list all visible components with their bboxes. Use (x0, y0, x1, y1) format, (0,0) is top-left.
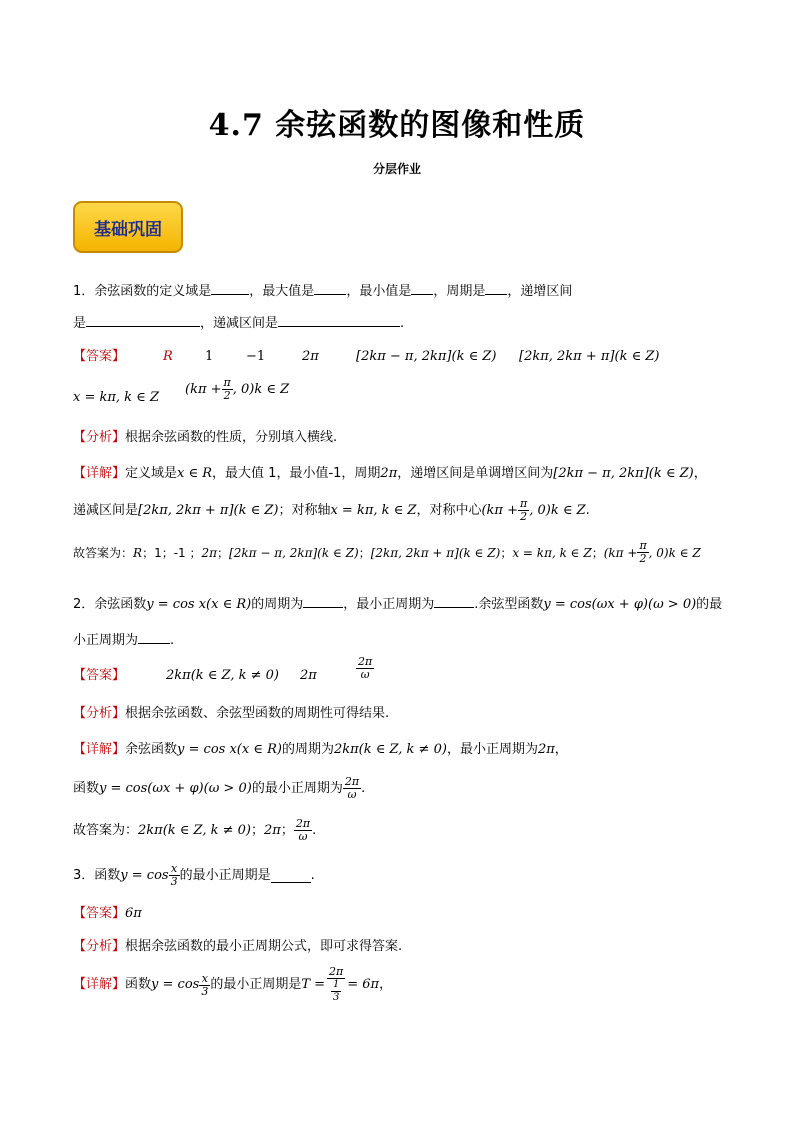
q1-detail-fraction: $\frac{\pi}{2}$ (520, 497, 528, 523)
q3-answer: 【答案】6π (73, 906, 142, 921)
q1-analysis: 【分析】根据余弦函数的性质，分别填入横线. (73, 430, 338, 445)
q3-detail-fraction: $\frac{x}{3}$ (201, 971, 209, 998)
q1-ans-period: 2π (302, 349, 319, 364)
q2-ans-period: 2kπ(k ∈ Z, k ≠ 0) (166, 668, 279, 683)
q2-stem-line1: 2．余弦函数y = cos x(x ∈ R)的周期为 ，最小正周期为 .余弦型函数y = cos(ωx + φ)(ω > 0)的最 (73, 594, 722, 614)
q2-blank-type-period[interactable] (138, 630, 170, 644)
q3-detail: 【详解】 函数 y = cos $\frac{x}{3}$ 的最小正周期是 T = $\frac{2\pi}{\frac{1}{3}}$ = 6π ， (73, 965, 393, 1003)
page-subtitle: 分层作业 (372, 162, 421, 176)
q2-detail-line1: 【详解】余弦函数y = cos x(x ∈ R)的周期为2kπ(k ∈ Z, k ≠ 0)，最小正周期为2π， (73, 742, 568, 757)
q2-blank-period[interactable] (303, 594, 343, 608)
section-badge: 基础巩固 (73, 201, 183, 253)
q1-ans-center: (kπ + $\frac{\pi}{2}$ , 0)k ∈ Z (185, 376, 290, 402)
q2-final-answer: 故答案为： 2kπ(k ∈ Z, k ≠ 0) ； 2π ； $\frac{2\pi}{\omega}$ . (73, 817, 317, 843)
q1-answer-label: 【答案】 (73, 349, 126, 364)
q1-center-fraction: $\frac{\pi}{2}$ (223, 376, 231, 402)
q1-final-fraction: $\frac{\pi}{2}$ (639, 539, 647, 565)
q1-ans-decrease: [2kπ, 2kπ + π](k ∈ Z) (519, 349, 660, 364)
q2-ans-min-period: 2π (300, 668, 317, 683)
q1-ans-min: −1 (246, 349, 266, 364)
q1-ans-domain: R (163, 349, 173, 364)
q3-period-fraction: $\frac{2\pi}{\frac{1}{3}}$ (329, 965, 344, 1003)
q1-ans-max: 1 (205, 349, 214, 364)
q2-stem-line2: 小正周期为 . (73, 630, 174, 650)
q3-stem: 3． 函数 y = cos $\frac{x}{3}$ 的最小正周期是 . (73, 862, 315, 888)
q1-blank-min[interactable] (411, 281, 433, 295)
q2-detail-line2: 函数 y = cos(ωx + φ)(ω > 0) 的最小正周期为 $\frac{2\pi}{\omega}$ . (73, 775, 366, 801)
q1-ans-increase: [2kπ − π, 2kπ](k ∈ Z) (356, 349, 497, 364)
q1-blank-increase[interactable] (86, 313, 200, 327)
q2-ans-fraction: $\frac{2\pi}{\omega}$ (358, 655, 373, 681)
q1-detail-line1: 【详解】定义域是x ∈ R，最大值 1，最小值-1，周期2π，递增区间是单调增区间为[2kπ − π, 2kπ](k ∈ Z)， (73, 466, 707, 481)
q1-ans-axis: x = kπ, k ∈ Z (73, 390, 159, 405)
q2-detail-fraction: $\frac{2\pi}{\omega}$ (344, 775, 360, 801)
q1-stem-line2: 是 ，递减区间是 . (73, 313, 404, 333)
q2-blank-min-period[interactable] (434, 594, 474, 608)
q1-blank-max[interactable] (314, 281, 346, 295)
q3-blank-period[interactable] (271, 869, 311, 883)
q1-blank-domain[interactable] (211, 281, 249, 295)
q1-blank-period[interactable] (485, 281, 507, 295)
q1-final-answer: 故答案为： R ；1；-1 ； 2π ； [2kπ − π, 2kπ](k ∈ Z) ； [2kπ, 2kπ + π](k ∈ Z) ； x = kπ, k ∈ Z ； (kπ + $\frac{\pi}{2}$ , 0)k ∈ Z (73, 539, 701, 565)
q1-detail-line2: 递减区间是 [2kπ, 2kπ + π](k ∈ Z) ；对称轴 x = kπ, k ∈ Z ，对称中心 (kπ + $\frac{\pi}{2}$ , 0)k ∈ Z . (73, 497, 590, 523)
q2-analysis: 【分析】根据余弦函数、余弦型函数的周期性可得结果. (73, 706, 390, 721)
q1-blank-decrease[interactable] (278, 313, 400, 327)
q2-final-fraction: $\frac{2\pi}{\omega}$ (295, 817, 311, 843)
page-title: 4.7 余弦函数的图像和性质 (208, 108, 586, 143)
q3-stem-fraction: $\frac{x}{3}$ (170, 862, 178, 888)
q1-stem-line1: 1．余弦函数的定义域是 ，最大值是 ，最小值是 ，周期是 ，递增区间 (73, 281, 572, 301)
q3-analysis: 【分析】根据余弦函数的最小正周期公式，即可求得答案. (73, 939, 403, 954)
q2-answer-label: 【答案】 (73, 668, 126, 683)
